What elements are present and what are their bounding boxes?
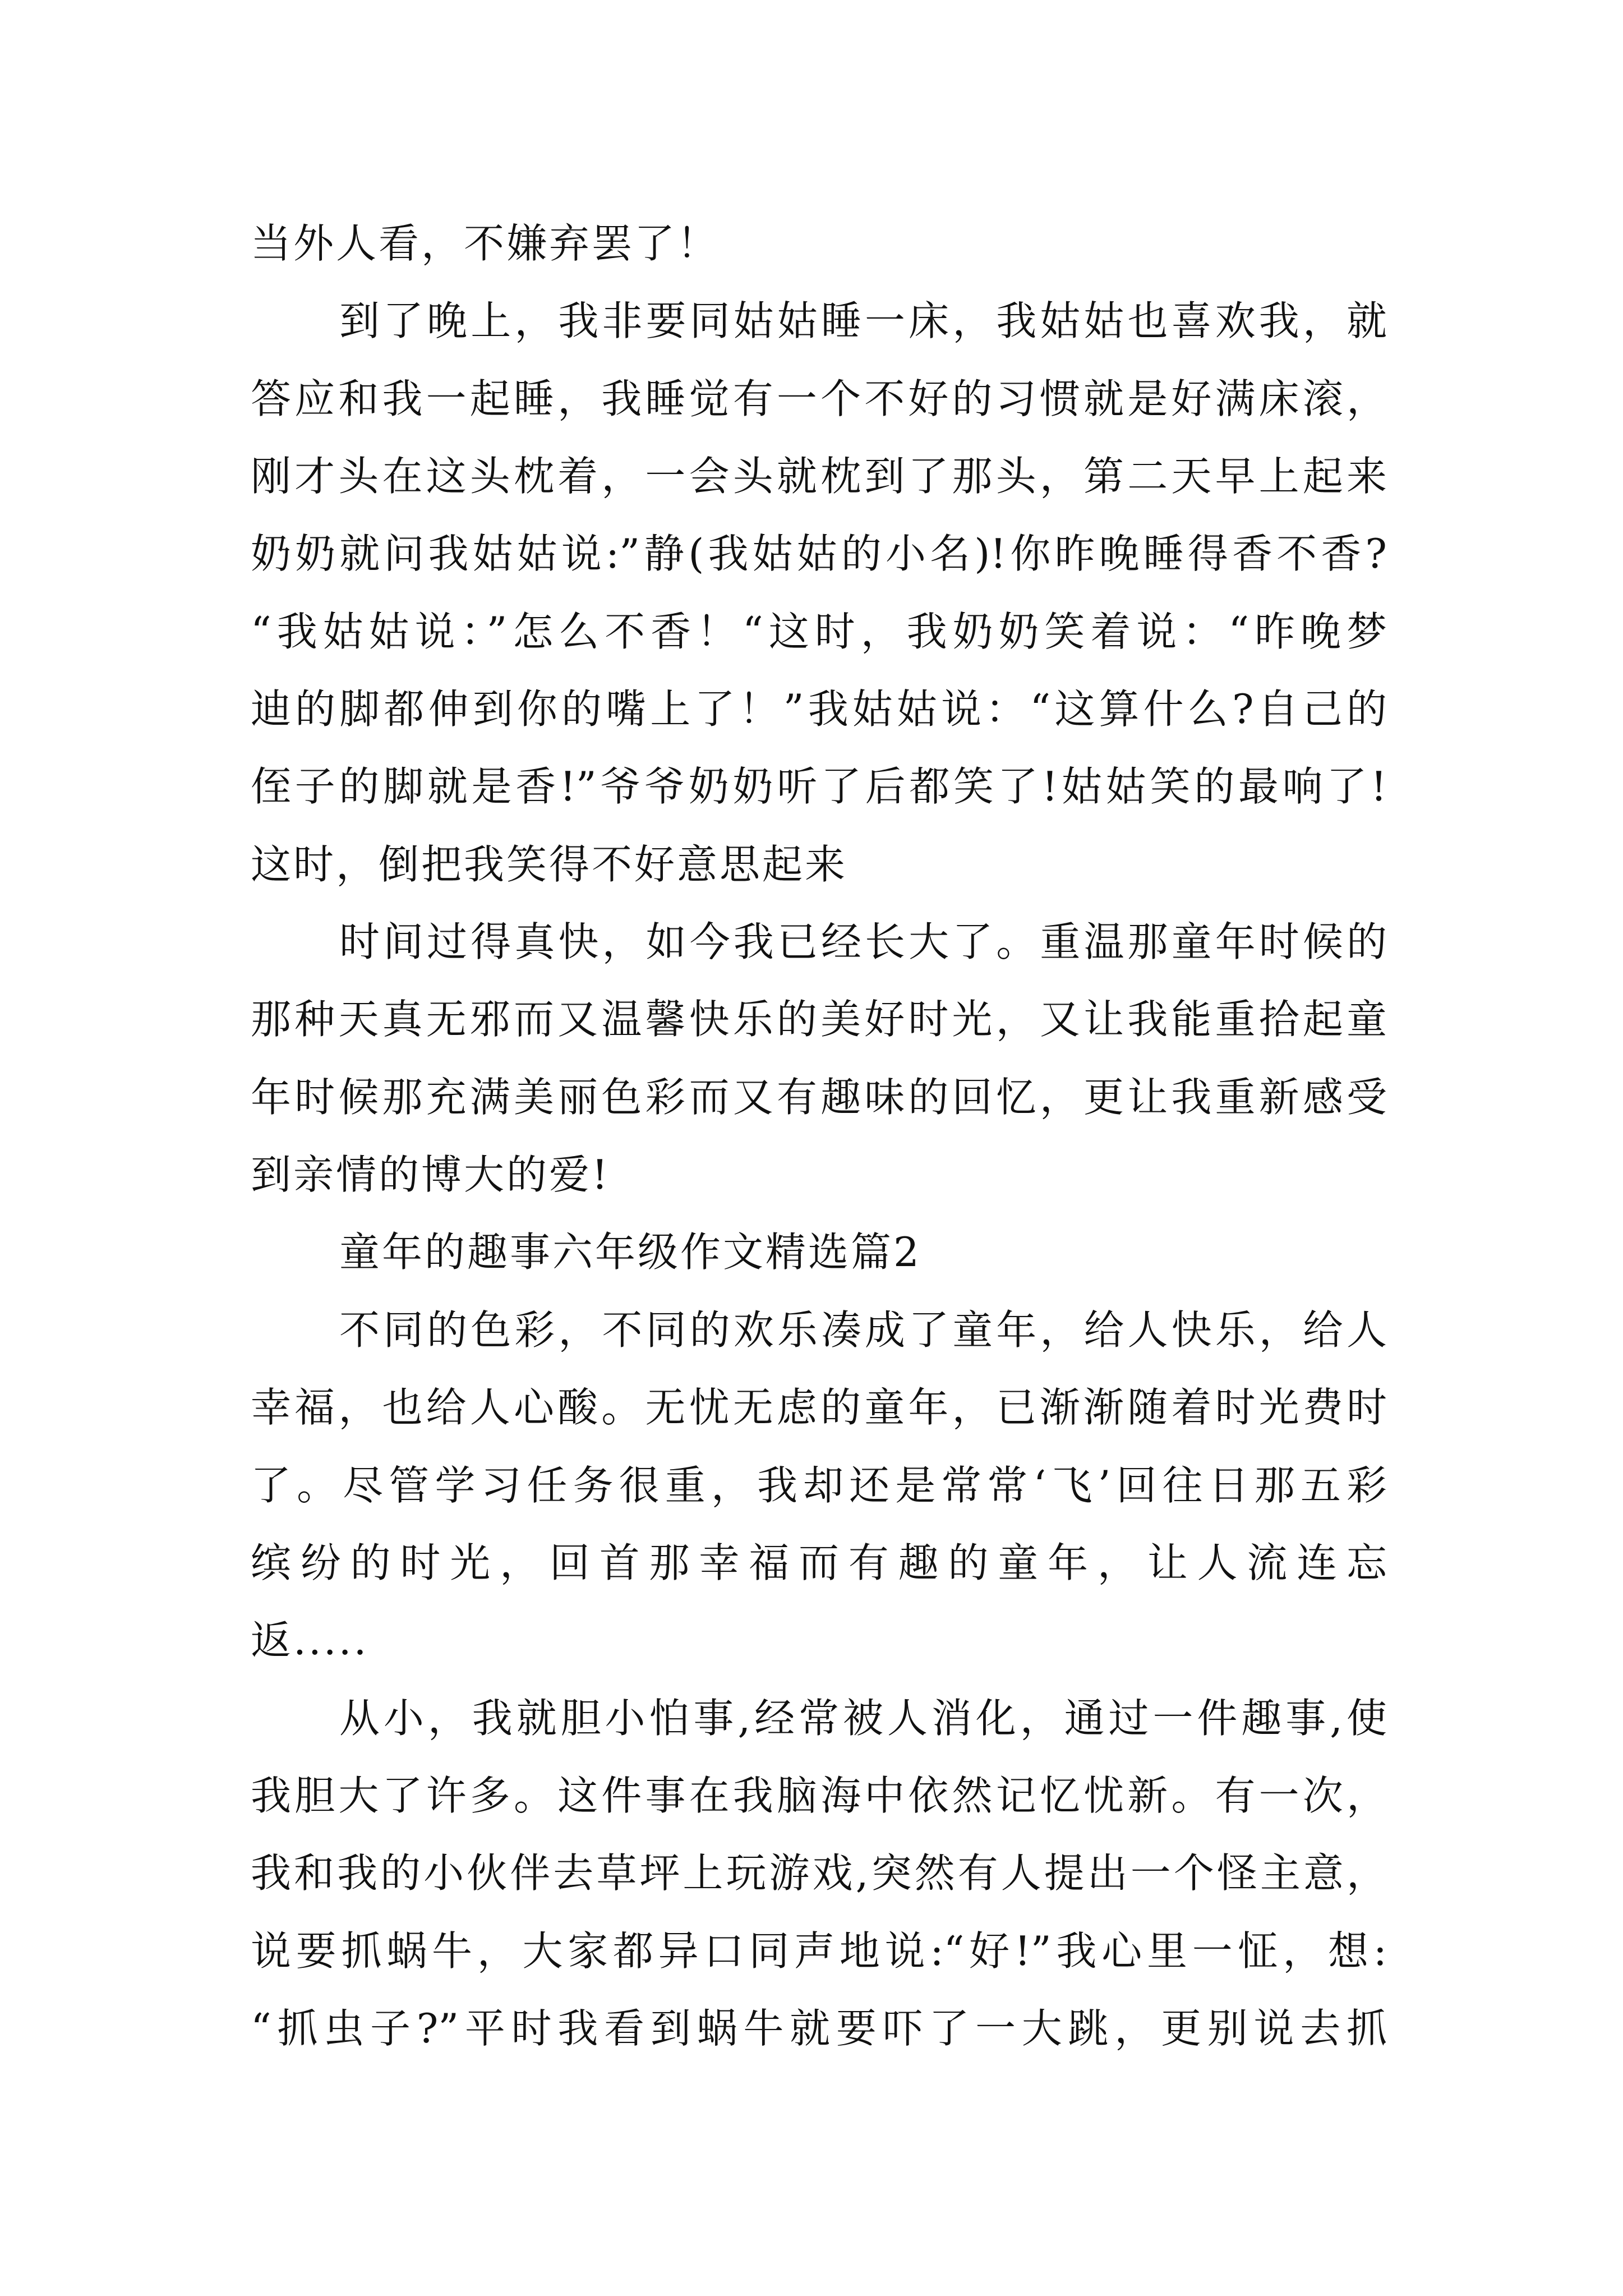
text-line: 我胆大了许多。这件事在我脑海中依然记忆忧新。有一次， <box>251 1772 1387 1819</box>
text-line: 迪的脚都伸到你的嘴上了！”我姑姑说：“这算什么?自己的 <box>251 685 1387 733</box>
section-title-paragraph <box>251 1213 1387 1291</box>
paragraph <box>251 205 1387 282</box>
text-line: 了。尽管学习任务很重，我却还是常常‘飞’回往日那五彩 <box>251 1461 1387 1509</box>
text-line: 说要抓蜗牛，大家都异口同声地说:“好!”我心里一怔，想: <box>251 1927 1387 1975</box>
text-line: 返..... <box>251 1617 369 1664</box>
paragraph <box>251 282 1387 903</box>
text-line: 时间过得真快，如今我已经长大了。重温那童年时候的 <box>339 918 1387 966</box>
text-line: 从小，我就胆小怕事,经常被人消化，通过一件趣事,使 <box>339 1694 1387 1742</box>
paragraph <box>251 1680 1387 2068</box>
text-line: 刚才头在这头枕着，一会头就枕到了那头，第二天早上起来 <box>251 453 1387 500</box>
text-line: 这时，倒把我笑得不好意思起来 <box>251 840 848 888</box>
text-line: 到了晚上，我非要同姑姑睡一床，我姑姑也喜欢我，就 <box>339 297 1387 345</box>
text-line: 那种天真无邪而又温馨快乐的美好时光，又让我能重拾起童 <box>251 996 1387 1043</box>
text-line: 不同的色彩，不同的欢乐凑成了童年，给人快乐，给人 <box>339 1306 1387 1354</box>
paragraph <box>251 1291 1387 1680</box>
text-line: “抓虫子?”平时我看到蜗牛就要吓了一大跳，更别说去抓 <box>251 2004 1387 2052</box>
text-line: 我和我的小伙伴去草坪上玩游戏,突然有人提出一个怪主意， <box>251 1849 1387 1897</box>
paragraph <box>251 903 1387 1213</box>
text-line: 幸福，也给人心酸。无忧无虑的童年，已渐渐随着时光费时 <box>251 1384 1387 1432</box>
text-line: 到亲情的博大的爱! <box>251 1151 610 1199</box>
text-line: 奶奶就问我姑姑说:”静(我姑姑的小名)!你昨晚睡得香不香? <box>251 530 1387 578</box>
text-line: “我姑姑说：”怎么不香！“这时，我奶奶笑着说：“昨晚梦 <box>251 608 1387 655</box>
document-body <box>251 205 1387 2067</box>
section-title: 童年的趣事六年级作文精选篇2 <box>339 1228 921 1276</box>
text-line: 年时候那充满美丽色彩而又有趣味的回忆，更让我重新感受 <box>251 1073 1387 1121</box>
text-line: 答应和我一起睡，我睡觉有一个不好的习惯就是好满床滚， <box>251 375 1387 422</box>
text-line: 当外人看，不嫌弃罢了！ <box>251 220 720 267</box>
text-line: 缤纷的时光，回首那幸福而有趣的童年，让人流连忘 <box>251 1539 1387 1586</box>
text-line: 侄子的脚就是香!”爷爷奶奶听了后都笑了!姑姑笑的最响了! <box>251 763 1387 811</box>
